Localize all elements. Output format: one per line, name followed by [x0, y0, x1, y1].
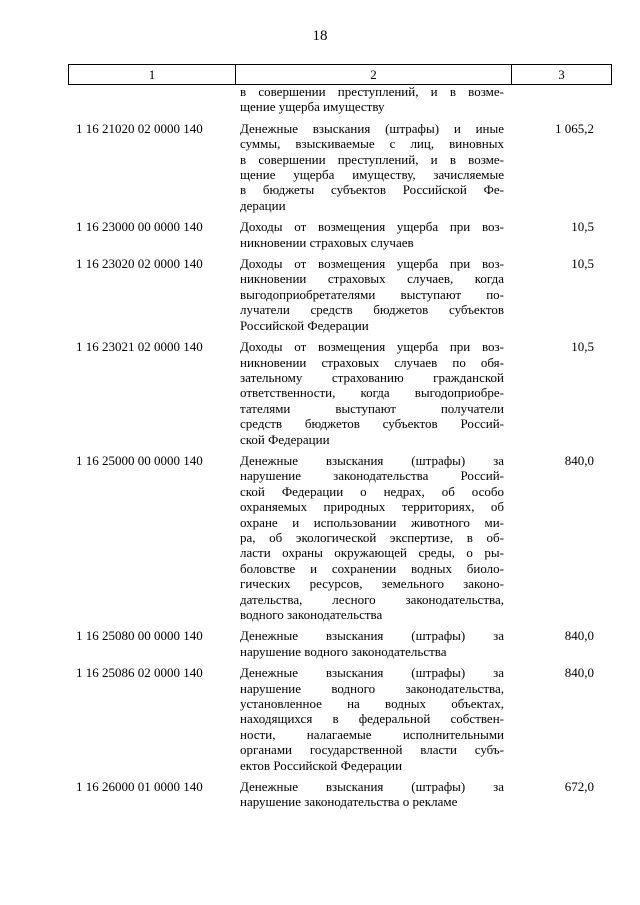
income-description	[240, 339, 504, 447]
description-line: Денежные взыскания (штрафы) за	[240, 779, 504, 795]
description-line: никновении страховых случаев, когда	[240, 271, 504, 287]
table-row	[0, 256, 640, 333]
table-row	[0, 84, 640, 115]
budget-code: 1 16 23020 02 0000 140	[76, 256, 203, 272]
budget-code: 1 16 23021 02 0000 140	[76, 339, 203, 355]
description-line: ектов Российской Федерации	[240, 757, 403, 773]
income-description	[240, 779, 504, 810]
amount-value: 1 065,2	[555, 120, 594, 136]
amount-value: 672,0	[564, 779, 594, 795]
description-line: щение ущерба имуществу	[240, 99, 385, 115]
amount-value: 10,5	[571, 339, 594, 355]
description-line: нарушение водного законодательства	[240, 643, 447, 659]
budget-table-body	[0, 84, 640, 810]
amount-value: 840,0	[564, 665, 594, 681]
description-line: ответственности, когда выгодоприобре-	[240, 385, 504, 401]
column-header-3: 3	[512, 65, 612, 85]
description-line: ности, налагаемые исполнительными	[240, 726, 504, 742]
description-line: Денежные взыскания (штрафы) и иные	[240, 120, 504, 136]
income-description	[240, 219, 504, 250]
description-line: нарушение законодательства о рекламе	[240, 794, 458, 810]
description-line: зательному страхованию гражданской	[240, 369, 504, 385]
description-line: никновении страховых случаев	[240, 234, 414, 250]
description-line: водного законодательства	[240, 607, 383, 622]
description-line: ласти охраны окружающей среды, о ры-	[240, 545, 504, 561]
budget-code: 1 16 25080 00 0000 140	[76, 628, 203, 644]
description-line: щение ущерба имуществу, зачисляемые	[240, 167, 504, 183]
amount-value: 10,5	[571, 219, 594, 235]
description-line: в совершении преступлений, и в возме-	[240, 84, 504, 99]
amount-value: 840,0	[564, 628, 594, 644]
table-row	[0, 121, 640, 213]
amount-value: 840,0	[564, 452, 594, 468]
budget-code: 1 16 26000 01 0000 140	[76, 779, 203, 795]
table-row	[0, 219, 640, 250]
description-line: Денежные взыскания (штрафы) за	[240, 452, 504, 468]
budget-code: 1 16 23000 00 0000 140	[76, 219, 203, 235]
description-line: охране и использовании животного ми-	[240, 514, 504, 530]
description-line: находящихся в федеральной собствен-	[240, 711, 504, 727]
description-line: средств бюджетов субъектов Россий-	[240, 416, 504, 432]
budget-code: 1 16 25000 00 0000 140	[76, 452, 203, 468]
income-description	[240, 121, 504, 213]
income-description	[240, 453, 504, 622]
description-line: боловстве и сохранении водных биоло-	[240, 560, 504, 576]
description-line: нарушение законодательства Россий-	[240, 468, 504, 484]
table-row	[0, 665, 640, 773]
description-line: Денежные взыскания (штрафы) за	[240, 628, 504, 644]
column-header-table	[68, 64, 612, 85]
income-description	[240, 256, 504, 333]
description-line: гических ресурсов, земельного законо-	[240, 576, 504, 592]
table-row	[0, 628, 640, 659]
table-row	[0, 339, 640, 447]
column-header-1: 1	[69, 65, 236, 85]
description-line: органами государственной власти субъ-	[240, 742, 504, 758]
description-line: Доходы от возмещения ущерба при воз-	[240, 256, 504, 272]
table-row	[0, 779, 640, 810]
description-line: дерации	[240, 197, 286, 213]
column-header-row	[69, 65, 612, 85]
description-line: ской Федерации	[240, 431, 330, 447]
page-number: 18	[312, 28, 328, 44]
income-description	[240, 628, 504, 659]
description-line: в совершении преступлений, и в возме-	[240, 151, 504, 167]
budget-code: 1 16 21020 02 0000 140	[76, 120, 203, 136]
description-line: дательства, лесного законодательства,	[240, 591, 504, 607]
description-line: тателями выступают получатели	[240, 400, 504, 416]
income-description	[240, 84, 504, 115]
amount-value: 10,5	[571, 256, 594, 272]
description-line: ской Федерации о недрах, об особо	[240, 483, 504, 499]
budget-code: 1 16 25086 02 0000 140	[76, 665, 203, 681]
income-description	[240, 665, 504, 773]
description-line: выгодоприобретателями выступают по-	[240, 286, 504, 302]
description-line: охраняемых природных территориях, об	[240, 499, 504, 515]
description-line: установленное на водных объектах,	[240, 696, 504, 712]
description-line: в бюджеты субъектов Российской Фе-	[240, 182, 504, 198]
description-line: лучатели средств бюджетов субъектов	[240, 302, 504, 318]
description-line: Денежные взыскания (штрафы) за	[240, 665, 504, 681]
table-row	[0, 453, 640, 622]
description-line: Доходы от возмещения ущерба при воз-	[240, 219, 504, 235]
column-header-2: 2	[236, 65, 512, 85]
description-line: Доходы от возмещения ущерба при воз-	[240, 339, 504, 355]
description-line: Российской Федерации	[240, 317, 369, 333]
description-line: ра, об экологической экспертизе, в об-	[240, 529, 504, 545]
description-line: нарушение водного законодательства,	[240, 680, 504, 696]
description-line: никновении страховых случаев по обя-	[240, 354, 504, 370]
description-line: суммы, взыскиваемые с лиц, виновных	[240, 136, 504, 152]
